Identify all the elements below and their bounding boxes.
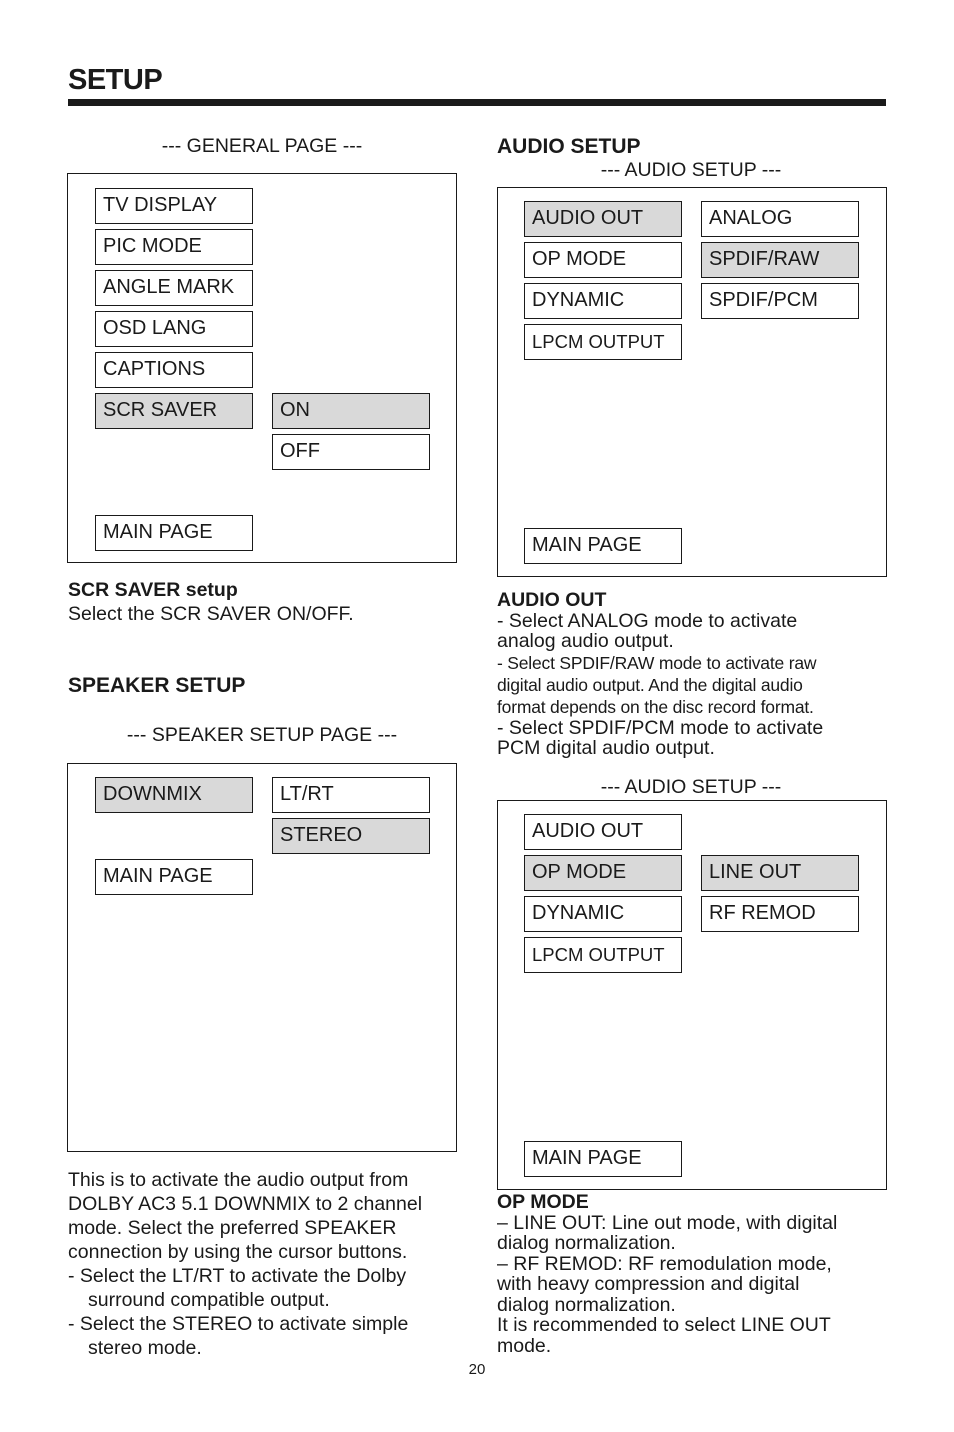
speaker-desc-line: This is to activate the audio output from (68, 1169, 409, 1191)
audio-setup-caption-2: --- AUDIO SETUP --- (600, 776, 782, 798)
menu-item-tv-display[interactable]: TV DISPLAY (95, 188, 253, 224)
menu-item-captions[interactable]: CAPTIONS (95, 352, 253, 388)
menu-item-dynamic[interactable]: DYNAMIC (524, 283, 682, 319)
op-mode-line: mode. (497, 1334, 552, 1357)
speaker-desc-line: mode. Select the preferred SPEAKER (68, 1217, 397, 1239)
op-mode-line: – RF REMOD: RF remodulation mode, (497, 1252, 832, 1275)
option-on[interactable]: ON (272, 393, 430, 429)
audio-out-line: - Select SPDIF/PCM mode to activate (497, 716, 824, 739)
option-lt-rt[interactable]: LT/RT (272, 777, 430, 813)
menu-item-lpcm-output[interactable]: LPCM OUTPUT (524, 324, 682, 360)
menu-item-audio-out[interactable]: AUDIO OUT (524, 201, 682, 237)
speaker-bullet-line: surround compatible output. (88, 1289, 330, 1311)
speaker-desc-line: connection by using the cursor buttons. (68, 1241, 408, 1263)
audio-out-cond-line: digital audio output. And the digital audio (497, 674, 803, 695)
menu-item-op-mode[interactable]: OP MODE (524, 242, 682, 278)
menu-item-scr-saver[interactable]: SCR SAVER (95, 393, 253, 429)
audio-out-line: analog audio output. (497, 630, 674, 652)
audio-setup-heading: AUDIO SETUP (497, 135, 641, 158)
audio-out-cond-line: - Select SPDIF/RAW mode to activate raw (497, 652, 817, 673)
audio-out-title: AUDIO OUT (497, 589, 607, 611)
option-spdif-raw[interactable]: SPDIF/RAW (701, 242, 859, 278)
main-page-button[interactable]: MAIN PAGE (524, 1141, 682, 1177)
audio-out-cond-line: format depends on the disc record format. (497, 696, 814, 717)
speaker-bullet-line: - Select the LT/RT to activate the Dolby (68, 1265, 407, 1287)
speaker-desc-line: DOLBY AC3 5.1 DOWNMIX to 2 channel (68, 1193, 423, 1215)
menu-item-audio-out[interactable]: AUDIO OUT (524, 814, 682, 850)
scr-saver-note (68, 580, 458, 624)
audio-setup-menu-2 (497, 800, 887, 1190)
option-spdif-pcm[interactable]: SPDIF/PCM (701, 283, 859, 319)
menu-item-downmix[interactable]: DOWNMIX (95, 777, 253, 813)
op-mode-line: dialog normalization. (497, 1293, 676, 1316)
menu-item-dynamic[interactable]: DYNAMIC (524, 896, 682, 932)
page-title: SETUP (68, 64, 163, 96)
speaker-bullet-line: stereo mode. (88, 1337, 202, 1359)
option-off[interactable]: OFF (272, 434, 430, 470)
title-rule (68, 99, 886, 106)
menu-item-angle-mark[interactable]: ANGLE MARK (95, 270, 253, 306)
general-page-menu (67, 173, 457, 563)
menu-item-osd-lang[interactable]: OSD LANG (95, 311, 253, 347)
scr-saver-note-title: SCR SAVER setup (68, 579, 238, 601)
op-mode-line: It is recommended to select LINE OUT (497, 1314, 831, 1336)
audio-out-line: PCM digital audio output. (497, 737, 715, 759)
option-rf-remod[interactable]: RF REMOD (701, 896, 859, 932)
option-analog[interactable]: ANALOG (701, 201, 859, 237)
main-page-button[interactable]: MAIN PAGE (95, 515, 253, 551)
general-page-caption: --- GENERAL PAGE --- (161, 135, 363, 157)
speaker-bullet-line: - Select the STEREO to activate simple (68, 1313, 409, 1335)
scr-saver-note-text: Select the SCR SAVER ON/OFF. (68, 602, 354, 625)
audio-out-description (497, 590, 917, 759)
op-mode-description (497, 1192, 917, 1356)
op-mode-line: dialog normalization. (497, 1232, 676, 1254)
menu-item-pic-mode[interactable]: PIC MODE (95, 229, 253, 265)
op-mode-line: – LINE OUT: Line out mode, with digital (497, 1211, 838, 1234)
option-stereo[interactable]: STEREO (272, 818, 430, 854)
main-page-button[interactable]: MAIN PAGE (524, 528, 682, 564)
op-mode-line: with heavy compression and digital (497, 1273, 800, 1295)
audio-setup-caption: --- AUDIO SETUP --- (600, 159, 782, 181)
menu-item-op-mode[interactable]: OP MODE (524, 855, 682, 891)
menu-item-lpcm-output[interactable]: LPCM OUTPUT (524, 937, 682, 973)
op-mode-title: OP MODE (497, 1191, 589, 1213)
speaker-setup-heading: SPEAKER SETUP (68, 674, 246, 697)
speaker-setup-caption: --- SPEAKER SETUP PAGE --- (126, 724, 398, 746)
page-number: 20 (468, 1361, 486, 1378)
speaker-setup-menu (67, 763, 457, 1152)
audio-setup-menu (497, 187, 887, 577)
main-page-button[interactable]: MAIN PAGE (95, 859, 253, 895)
speaker-description (68, 1168, 468, 1360)
audio-out-line: - Select ANALOG mode to activate (497, 609, 798, 632)
option-line-out[interactable]: LINE OUT (701, 855, 859, 891)
